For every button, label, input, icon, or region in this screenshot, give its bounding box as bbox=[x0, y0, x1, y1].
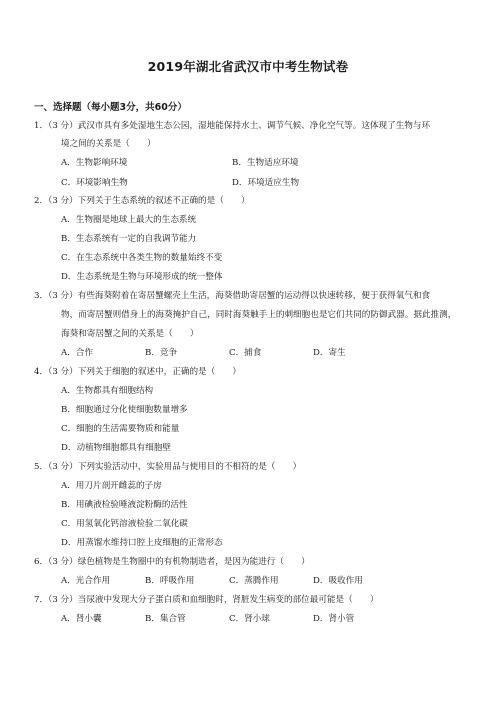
q3-stem-cont2: 海葵和寄居蟹之间的关系是（ ） bbox=[61, 329, 199, 339]
q3-stem-cont1: 物，而寄居蟹则借身上的海葵掩护自己，同时海葵触手上的刺细胞也是它们共同的防御武器。据此推测， bbox=[61, 310, 457, 320]
q5-stem: 5．（3 分）下列实验活动中，实验用品与使用目的不相符的是（ ） bbox=[34, 462, 302, 472]
exam-title: 2019年湖北省武汉市中考生物试卷 bbox=[147, 59, 349, 74]
q2-option-d: D．生态系统是生物与环境形成的统一整体 bbox=[61, 272, 223, 282]
q5-option-d: D．用蒸馏水维持口腔上皮细胞的正常形态 bbox=[61, 538, 223, 548]
q5-option-b: B．用碘液检验唾液淀粉酶的活性 bbox=[61, 500, 188, 510]
q5-option-a: A．用刀片剖开雌蕊的子房 bbox=[61, 481, 162, 491]
q1-option-d: D．环境适应生物 bbox=[232, 178, 300, 188]
q3-option-a: A．合作 bbox=[61, 348, 93, 358]
q7-option-b: B．集合管 bbox=[145, 614, 186, 624]
q3-option-d: D．寄生 bbox=[313, 348, 346, 358]
q4-option-b: B．细胞通过分化使细胞数量增多 bbox=[61, 405, 188, 415]
q4-option-a: A．生物都具有细胞结构 bbox=[61, 386, 154, 396]
q2-option-a: A．生物圈是地球上最大的生态系统 bbox=[61, 215, 197, 225]
q2-option-c: C．在生态系统中各类生物的数量始终不变 bbox=[61, 253, 223, 263]
q7-option-d: D．肾小管 bbox=[313, 614, 355, 624]
q7-option-a: A．肾小囊 bbox=[61, 614, 102, 624]
q1-option-b: B．生物适应环境 bbox=[232, 158, 299, 168]
q1-option-c: C．环境影响生物 bbox=[61, 178, 128, 188]
q4-option-c: C．细胞的生活需要物质和能量 bbox=[61, 424, 180, 434]
q6-option-d: D．吸收作用 bbox=[313, 576, 363, 586]
q7-option-c: C．肾小球 bbox=[229, 614, 270, 624]
q3-option-b: B．竞争 bbox=[145, 348, 178, 358]
q6-option-a: A．光合作用 bbox=[61, 576, 111, 586]
q4-option-d: D．动植物细胞都具有细胞壁 bbox=[61, 443, 172, 453]
q7-stem: 7．（3 分）当尿液中发现大分子蛋白质和血细胞时，肾脏发生病变的部位最可能是（ ） bbox=[34, 595, 379, 605]
q6-option-c: C．蒸腾作用 bbox=[229, 576, 279, 586]
q5-option-c: C．用氢氧化钙溶液检验二氧化碳 bbox=[61, 519, 188, 529]
q2-stem: 2．（3 分）下列关于生态系统的叙述不正确的是（ ） bbox=[34, 196, 250, 206]
q6-stem: 6．（3 分）绿色植物是生物圈中的有机物制造者，是因为能进行（ ） bbox=[34, 557, 310, 567]
q3-option-c: C．捕食 bbox=[229, 348, 262, 358]
q3-stem: 3．（3 分）有些海葵附着在寄居蟹螺壳上生活，海葵借助寄居蟹的运动得以快速转移，便于获得氧气和食 bbox=[34, 291, 431, 301]
q4-stem: 4．（3 分）下列关于细胞的叙述中，正确的是（ ） bbox=[34, 367, 242, 377]
q1-option-a: A．生物影响环境 bbox=[61, 158, 128, 168]
q1-stem: 1．（3 分）武汉市具有多处湿地生态公园，湿地能保持水土、调节气候、净化空气等。这体现了生物与环 bbox=[34, 121, 431, 131]
q1-stem-cont: 境之间的关系是（ ） bbox=[61, 139, 156, 149]
q6-option-b: B．呼吸作用 bbox=[145, 576, 195, 586]
section-heading: 一、选择题（每小题3分，共60分） bbox=[34, 102, 187, 113]
q2-option-b: B．生态系统有一定的自我调节能力 bbox=[61, 234, 197, 244]
